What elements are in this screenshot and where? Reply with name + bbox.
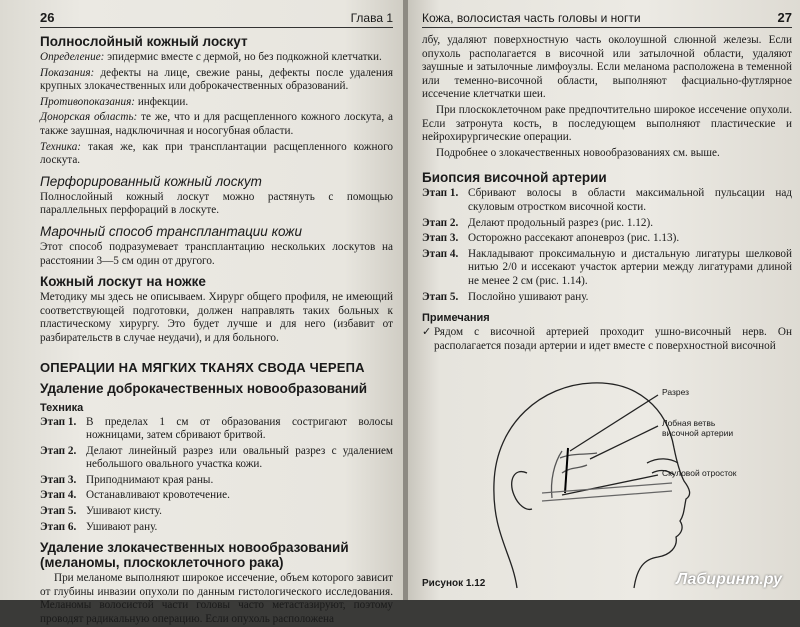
stage-item: Этап 2. Делают продольный разрез (рис. 1.12). bbox=[422, 216, 653, 229]
section-pedicle-title: Кожный лоскут на ножке bbox=[40, 274, 206, 290]
stage-item: Этап 3. Приподнимают края раны. bbox=[40, 473, 214, 486]
notes-heading: Примечания bbox=[422, 312, 490, 325]
stage-item: Этап 5. Послойно ушивают рану. bbox=[422, 290, 589, 303]
stage-item: Этап 3. Осторожно рассекают апоневроз (рис. 1.13). bbox=[422, 232, 680, 245]
figure-caption: Рисунок 1.12 bbox=[422, 578, 486, 590]
leader-line-branch bbox=[590, 426, 658, 459]
label-incision: Разрез bbox=[662, 387, 690, 398]
malignant-removal-text: При меланоме выполняют широкое иссечение, объем которого зависит от глубины инвазии опухоли по данным гистологического исследования. Меланомы волосистой части головы часто метастазируют, поэтому проводят радикальную операцию. Если опухоль расположена bbox=[40, 572, 393, 626]
brow-icon bbox=[647, 459, 678, 463]
note-text: Рядом с височной артерией проходит ушно-височный нерв. Он располагается позади артерии и идет вместе с поверхностной височной bbox=[434, 326, 792, 352]
stage-item: Этап 4. Накладывают проксимальную и дистальную лигатуры шелковой нитью 2/0 и иссекают участок артерии между лигатурами длиной не менее 2 см (рис. 1.14). bbox=[422, 247, 792, 287]
stage-item: Этап 5. Ушивают кисту. bbox=[40, 505, 162, 518]
technique-heading: Техника bbox=[40, 401, 84, 414]
section-pedicle-text: Методику мы здесь не описываем. Хирург общего профиля, не имеющий соответствующей подготовки, должен направлять таких больных к пластическому хирургу. Это будет лучше и для него (избавит от разбирательств в случае неудачи), и для больного. bbox=[40, 291, 393, 344]
squamous-paragraph: При плоскоклеточном раке предпочтительно широкое иссечение опухоли. Если затронута кость, в последующем выполняют пластические и нейрохирургические операции. bbox=[422, 103, 792, 144]
checkmark-icon: ✓ bbox=[422, 326, 432, 339]
head-illustration bbox=[422, 363, 792, 593]
left-stage-list bbox=[40, 416, 393, 535]
definition-line: Определение: эпидермис вместе с дермой, но без подкожной клетчатки. bbox=[40, 51, 382, 63]
main-section-title: ОПЕРАЦИИ НА МЯГКИХ ТКАНЯХ СВОДА ЧЕРЕПА bbox=[40, 359, 365, 375]
figure-1-12 bbox=[422, 363, 792, 593]
section-full-thickness-title: Полнослойный кожный лоскут bbox=[40, 34, 248, 49]
head-outline bbox=[494, 383, 690, 588]
stage-item: Этап 1. Сбривают волосы в области максимальной пульсации над скуловым отростком височной кости. bbox=[422, 187, 792, 213]
leader-line-incision bbox=[570, 395, 658, 451]
note-item bbox=[422, 326, 792, 353]
technique-line: Техника: такая же, как при трансплантации расщепленного кожного лоскута. bbox=[40, 140, 393, 167]
malignant-removal-title: Удаление злокачественных новообразований (меланомы, плоскоклеточного рака) bbox=[40, 540, 349, 571]
section-perforated-title: Перфорированный кожный лоскут bbox=[40, 173, 262, 189]
right-stage-list bbox=[422, 187, 792, 304]
benign-removal-title: Удаление доброкачественных новообразований bbox=[40, 380, 368, 396]
stage-item: Этап 6. Ушивают рану. bbox=[40, 520, 158, 533]
right-page bbox=[408, 0, 800, 600]
chapter-label: Глава 1 bbox=[350, 11, 393, 25]
see-above-paragraph: Подробнее о злокачественных новообразованиях см. выше. bbox=[436, 146, 720, 159]
running-title: Кожа, волосистая часть головы и ногти bbox=[422, 11, 641, 25]
ear-icon bbox=[512, 472, 532, 510]
section-perforated-text: Полнослойный кожный лоскут можно растянуть с помощью параллельных перфораций в лоскуте. bbox=[40, 190, 393, 217]
right-page-number: 27 bbox=[777, 10, 792, 25]
stage-item: Этап 2. Делают линейный разрез или овальный разрез с удалением небольшого овального участка кожи. bbox=[40, 444, 393, 471]
left-page-number: 26 bbox=[40, 10, 55, 25]
label-temporal-branch: Лобная ветвь височной артерии bbox=[662, 418, 734, 439]
contraindications-line: Противопоказания: инфекции. bbox=[40, 95, 189, 108]
melanoma-continuation: лбу, удаляют поверхностную часть околоушной слюнной железы. Если опухоль располагается в височной или затылочной области, удаляют заушные и затылочные лимфоузлы. Если меланома расположена в теменной или теменно-височной области, выполняют фасциально-футлярное иссечение клетчатки шеи. bbox=[422, 34, 792, 101]
temporal-biopsy-title: Биопсия височной артерии bbox=[422, 170, 607, 186]
donor-area-line: Донорская область: те же, что и для расщепленного кожного лоскута, а также заушная, надключичная и носогубная области. bbox=[40, 111, 393, 137]
section-stamp-text: Этот способ подразумевает трансплантацию нескольких лоскутов на расстоянии 3—5 см один от другого. bbox=[40, 240, 393, 267]
indications-line: Показания: дефекты на лице, свежие раны, дефекты после удаления крупных злокачественных или доброкачественных образований. bbox=[40, 66, 393, 93]
watermark-logo: Лабиринт.ру bbox=[676, 571, 782, 589]
stage-item: Этап 1. В пределах 1 см от образования состригают волосы ножницами, затем сбривают бритвой. bbox=[40, 415, 393, 442]
label-zygoma: Скуловой отросток bbox=[662, 468, 737, 479]
section-stamp-title: Марочный способ трансплантации кожи bbox=[40, 223, 302, 239]
right-running-head bbox=[422, 10, 792, 28]
stage-item: Этап 4. Останавливают кровотечение. bbox=[40, 489, 230, 502]
left-running-head bbox=[40, 10, 393, 28]
